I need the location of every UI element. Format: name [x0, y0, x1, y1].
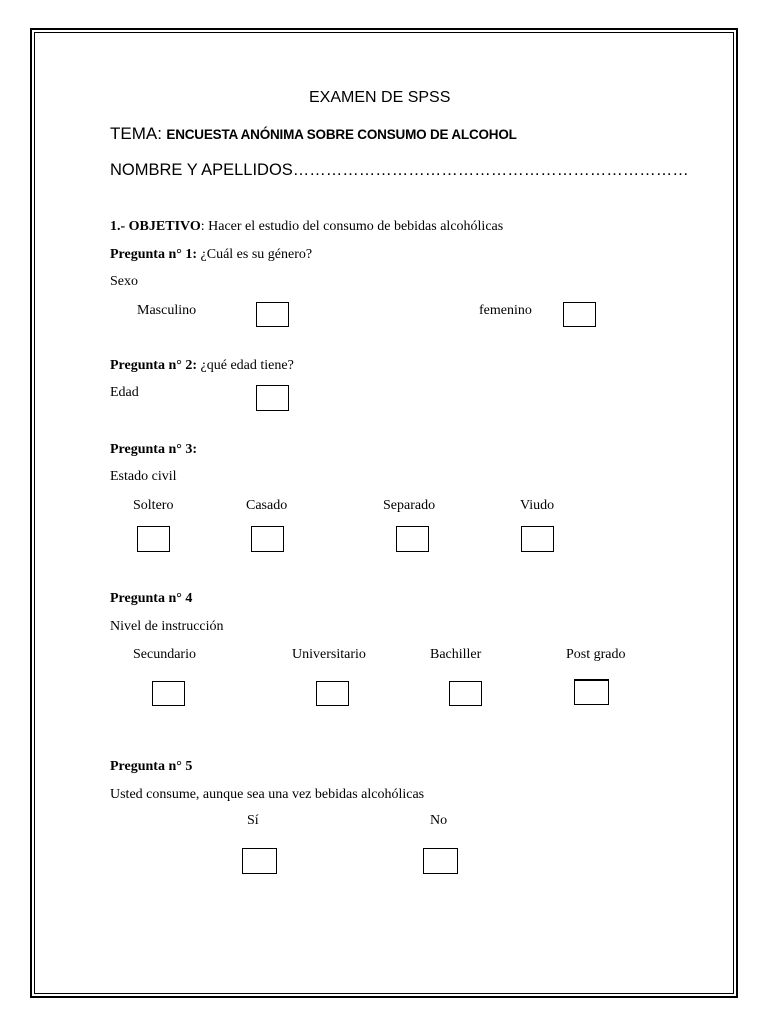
q2-question: [110, 358, 294, 374]
checkbox-no[interactable]: [423, 848, 458, 874]
option-secundario-label: Secundario: [133, 647, 196, 662]
checkbox-si[interactable]: [242, 848, 277, 874]
checkbox-casado[interactable]: [251, 526, 284, 552]
q1-label: Pregunta n° 1:: [110, 247, 198, 262]
tema-text: ENCUESTA ANÓNIMA SOBRE CONSUMO DE ALCOHOL: [166, 127, 517, 142]
q4-question: [110, 591, 192, 607]
q4-label: Pregunta n° 4: [110, 591, 193, 606]
q5-field-label: Usted consume, aunque sea una vez bebidas alcohólicas: [110, 787, 425, 802]
q1-field-label: Sexo: [110, 274, 138, 289]
q2-label: Pregunta n° 2:: [110, 358, 198, 373]
q2-field-label: Edad: [110, 385, 139, 400]
checkbox-postgrado[interactable]: [574, 679, 609, 705]
input-edad[interactable]: [256, 385, 289, 411]
option-postgrado-label: Post grado: [566, 647, 626, 662]
option-universitario-label: Universitario: [292, 647, 366, 662]
option-casado-label: Casado: [246, 498, 288, 513]
option-bachiller-label: Bachiller: [430, 647, 482, 662]
option-si-label: Sí: [247, 813, 259, 828]
q5-label: Pregunta n° 5: [110, 759, 193, 774]
option-masculino-label: Masculino: [137, 303, 197, 318]
page-title: EXAMEN DE SPSS: [309, 89, 451, 106]
objetivo-text: : Hacer el estudio del consumo de bebidas alcohólicas: [200, 219, 504, 234]
option-viudo-label: Viudo: [520, 498, 555, 513]
q3-question: [110, 442, 197, 458]
checkbox-separado[interactable]: [396, 526, 429, 552]
checkbox-masculino[interactable]: [256, 302, 289, 327]
option-soltero-label: Soltero: [133, 498, 174, 513]
tema-label: TEMA:: [110, 124, 162, 143]
option-no-label: No: [430, 813, 448, 828]
q2-text: ¿qué edad tiene?: [197, 358, 294, 373]
q3-field-label: Estado civil: [110, 469, 177, 484]
q1-question: [110, 247, 312, 263]
checkbox-universitario[interactable]: [316, 681, 349, 706]
checkbox-soltero[interactable]: [137, 526, 170, 552]
q1-text: ¿Cuál es su género?: [197, 247, 313, 262]
option-separado-label: Separado: [383, 498, 436, 513]
checkbox-secundario[interactable]: [152, 681, 185, 706]
option-femenino-label: femenino: [479, 303, 532, 318]
q3-label: Pregunta n° 3:: [110, 442, 198, 457]
tema-line: [110, 124, 517, 144]
q5-question: [110, 759, 192, 775]
checkbox-femenino[interactable]: [563, 302, 596, 327]
objetivo-label: 1.- OBJETIVO: [110, 219, 201, 234]
checkbox-viudo[interactable]: [521, 526, 554, 552]
objetivo-line: [110, 219, 503, 235]
q4-field-label: Nivel de instrucción: [110, 619, 224, 634]
checkbox-bachiller[interactable]: [449, 681, 482, 706]
nombre-field[interactable]: NOMBRE Y APELLIDOS………………………………………………………………: [110, 161, 689, 179]
